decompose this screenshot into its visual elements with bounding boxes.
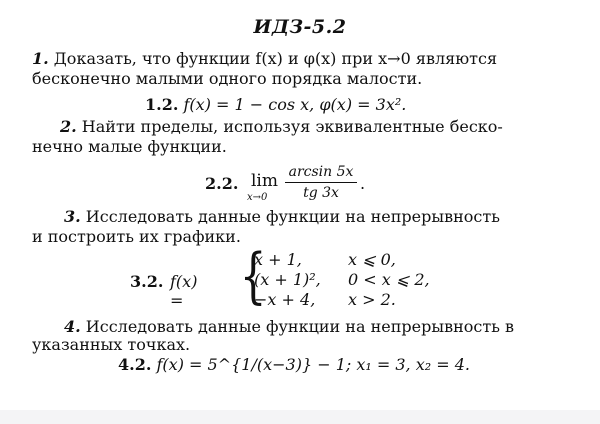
problem-1-line-1: [32, 50, 497, 68]
limit-fraction: [285, 164, 357, 202]
piecewise-case-1: x + 1,: [254, 250, 302, 269]
limit-end-punctuation: .: [360, 174, 366, 193]
problem-3-line-1: [64, 208, 500, 226]
document-title: ИДЗ-5.2: [253, 16, 347, 38]
problem-2-text-1: Найти пределы, используя эквивалентные беско-: [81, 117, 503, 136]
problem-4-text-1: Исследовать данные функции на непрерывность в: [85, 317, 514, 336]
problem-3-text-1: Исследовать данные функции на непрерывность: [85, 207, 500, 226]
fraction-numerator: arcsin 5x: [288, 164, 354, 180]
piecewise-condition-2: 0 < x ⩽ 2,: [348, 270, 430, 289]
problem-1-line-2: бесконечно малыми одного порядка малости.: [32, 69, 423, 88]
problem-2-line-1: [60, 118, 503, 136]
piecewise-condition-1: x ⩽ 0,: [348, 250, 396, 269]
problem-4-number: 4.: [64, 317, 81, 336]
problem-2-item-number: 2.2.: [205, 174, 239, 193]
problem-4-line-1: [64, 318, 514, 336]
piecewise-brace: {: [239, 241, 267, 311]
piecewise-function-lhs: f(x) =: [170, 272, 198, 310]
limit-operator: lim: [251, 171, 278, 191]
problem-4-item-number: 4.2.: [118, 355, 152, 374]
piecewise-case-2: (x + 1)²,: [254, 270, 321, 289]
problem-1-text-1: Доказать, что функции f(x) и φ(x) при x→0 являются: [53, 49, 498, 68]
problem-4-item: [118, 356, 470, 374]
problem-1-item: [145, 96, 406, 114]
bottom-margin: [0, 410, 600, 424]
problem-3-number: 3.: [64, 207, 81, 226]
piecewise-case-3: −x + 4,: [254, 290, 316, 309]
problem-2-line-2: нечно малые функции.: [32, 137, 227, 156]
problem-4-item-formula: f(x) = 5^{1/(x−3)} − 1; x₁ = 3, x₂ = 4.: [156, 355, 470, 374]
problem-3-line-2: и построить их графики.: [32, 227, 241, 246]
problem-1-number: 1.: [32, 49, 49, 68]
fraction-denominator: tg 3x: [303, 185, 339, 201]
problem-4-line-2: указанных точках.: [32, 335, 191, 354]
problem-1-item-number: 1.2.: [145, 95, 179, 114]
piecewise-condition-3: x > 2.: [348, 290, 396, 309]
problem-1-item-formula: f(x) = 1 − cos x, φ(x) = 3x².: [183, 95, 407, 114]
problem-3-item-number: 3.2.: [130, 272, 164, 291]
limit-subscript: x→0: [247, 192, 268, 203]
fraction-bar: [285, 182, 357, 183]
problem-2-number: 2.: [60, 117, 77, 136]
